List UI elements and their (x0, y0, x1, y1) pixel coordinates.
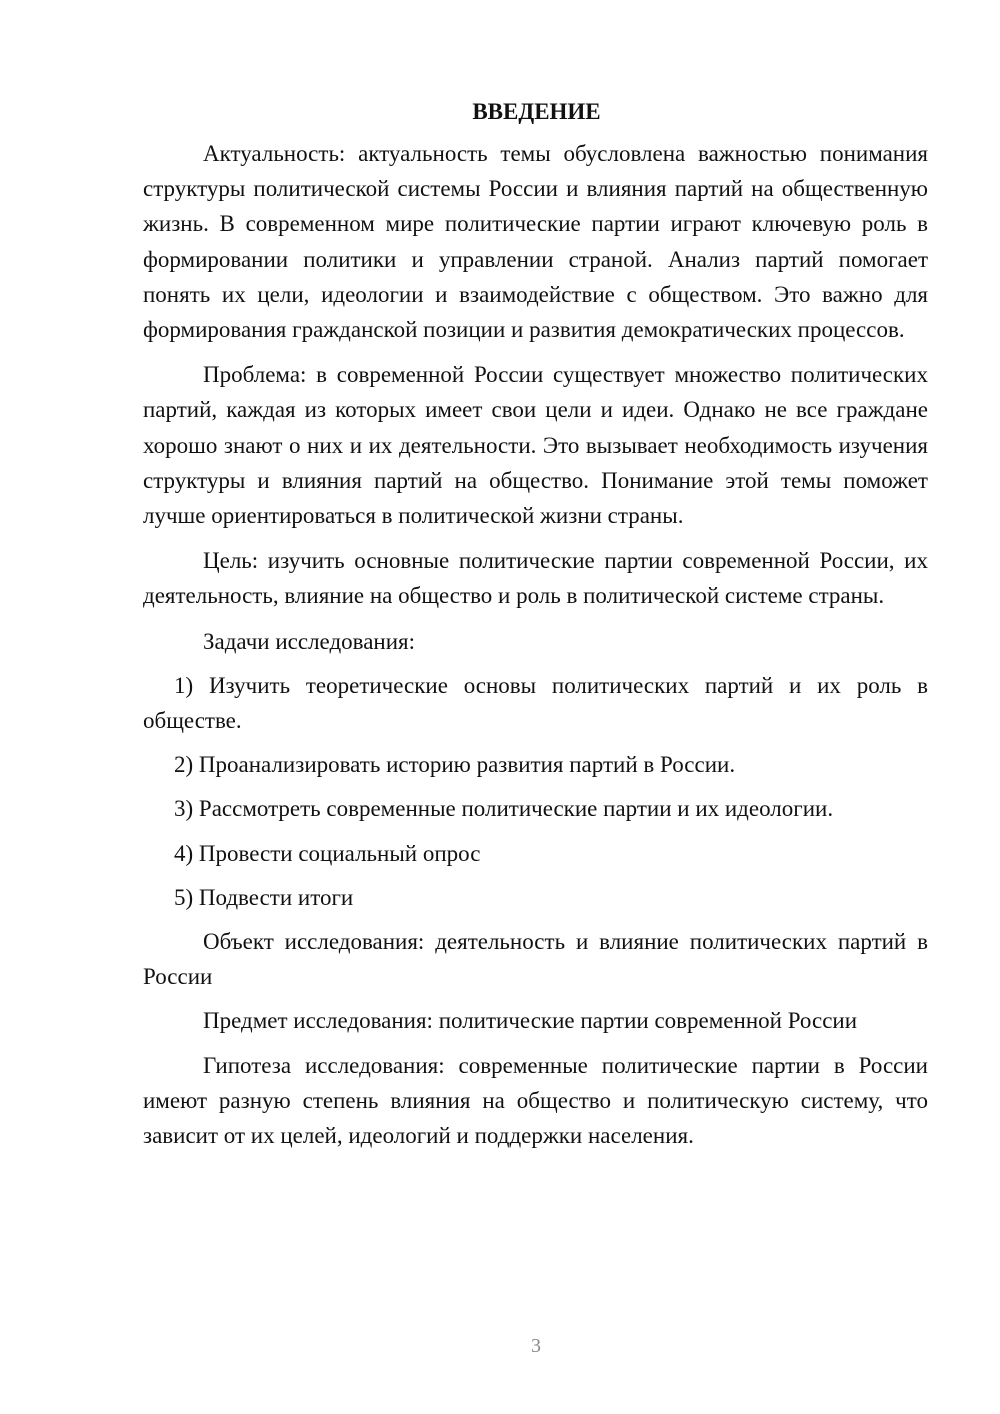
paragraph-relevance: Актуальность: актуальность темы обусловлена важностью понимания структуры политической системы России и влияния партий на общественную жизнь. В современном мире политические партии играют ключевую роль в формировании политики и управлении страной. Анализ партий помогает понять их цели, идеологии и взаимодействие с обществом. Это важно для формирования гражданской позиции и развития демократических процессов. (143, 141, 928, 343)
tasks-title: Задачи исследования: (203, 628, 416, 654)
task-item-1: 1) Изучить теоретические основы политических партий и их роль в обществе. (143, 672, 928, 734)
paragraph-problem: Проблема: в современной России существует множество политических партий, каждая из которых имеет свои цели и идеи. Однако не все граждане хорошо знают о них и их деятельности. Это вызывает необходимость изучения структуры и влияния партий на общество. Понимание этой темы поможет лучше ориентироваться в политической жизни страны. (143, 362, 928, 529)
page-title: ВВЕДЕНИЕ (472, 99, 601, 124)
page-number: 3 (531, 1335, 541, 1357)
task-item-5: 5) Подвести итоги (174, 884, 354, 910)
task-item-3: 3) Рассмотреть современные политические партии и их идеологии. (174, 796, 834, 822)
paragraph-hypothesis: Гипотеза исследования: современные политические партии в России имеют разную степень влияния на общество и политическую систему, что зависит от их целей, идеологий и поддержки населения. (143, 1052, 928, 1149)
paragraph-subject: Предмет исследования: политические партии современной России (203, 1008, 858, 1034)
document-body (143, 94, 928, 1153)
task-item-4: 4) Провести социальный опрос (174, 840, 481, 866)
paragraph-object: Объект исследования: деятельность и влияние политических партий в России (143, 929, 928, 990)
task-item-2: 2) Проанализировать историю развития партий в России. (174, 752, 736, 778)
paragraph-goal: Цель: изучить основные политические партии современной России, их деятельность, влияние на общество и роль в политической системе страны. (143, 548, 928, 609)
